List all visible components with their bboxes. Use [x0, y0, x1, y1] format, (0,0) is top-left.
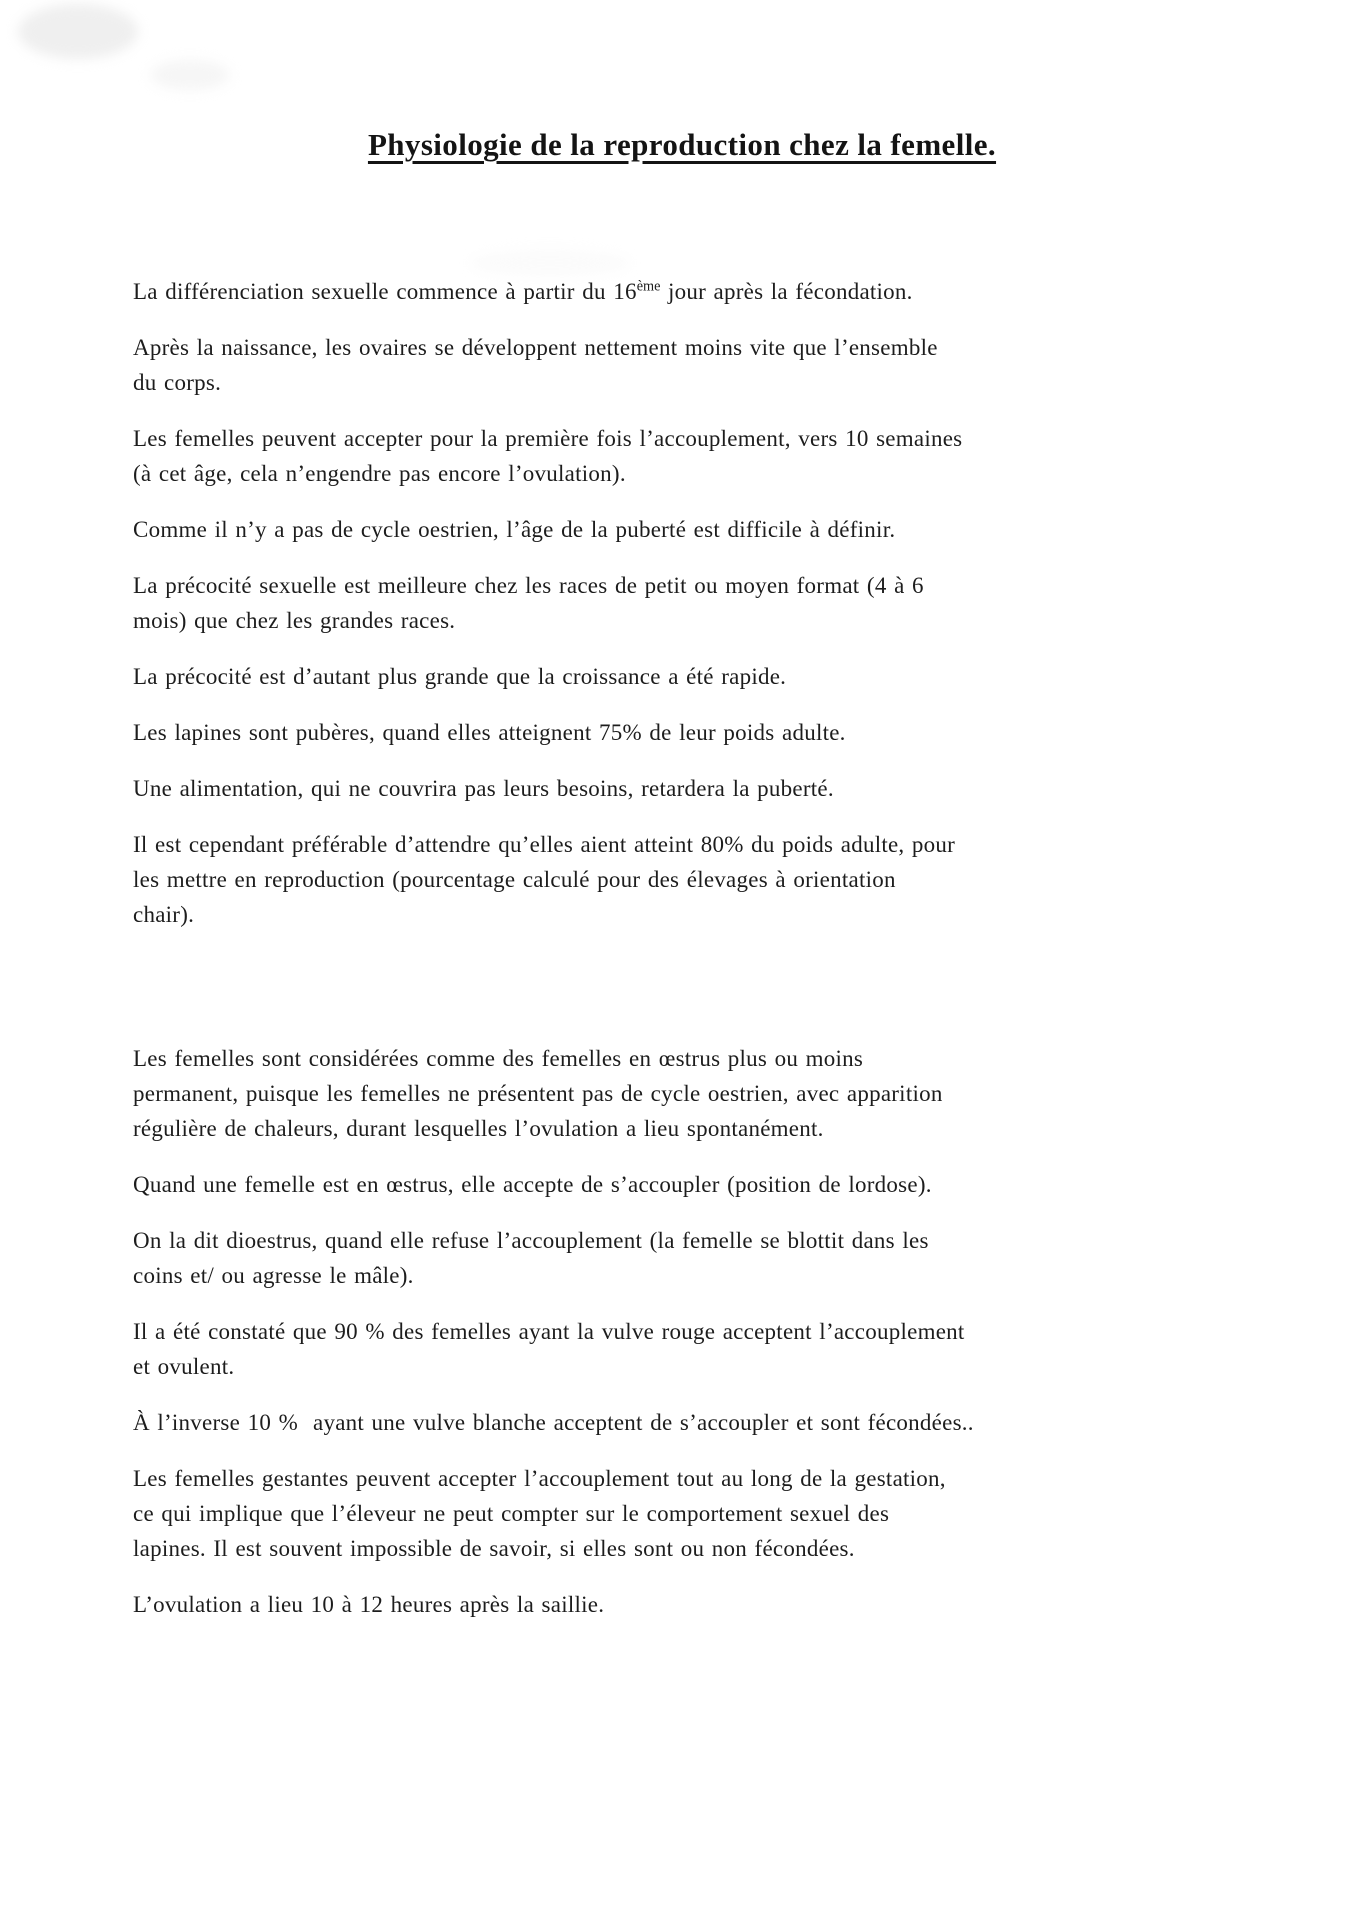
text-line: Les femelles sont considérées comme des femelles en œstrus plus ou moins	[133, 1046, 864, 1071]
text-line: lapines. Il est souvent impossible de savoir, si elles sont ou non fécondées.	[133, 1536, 855, 1561]
text-line: Les lapines sont pubères, quand elles atteignent 75% de leur poids adulte.	[133, 720, 846, 745]
text-line: Comme il n’y a pas de cycle oestrien, l’âge de la puberté est difficile à définir.	[133, 517, 896, 542]
text-segment: jour après la fécondation.	[660, 279, 913, 304]
text-line: Il est cependant préférable d’attendre qu’elles aient atteint 80% du poids adulte, pour	[133, 832, 956, 857]
text-line: du corps.	[133, 370, 222, 395]
paragraph	[133, 330, 1231, 400]
text-line: mois) que chez les grandes races.	[133, 608, 456, 633]
text-line: et ovulent.	[133, 1354, 235, 1379]
text-line: coins et/ ou agresse le mâle).	[133, 1263, 414, 1288]
paragraph	[133, 771, 1231, 806]
paragraph	[133, 715, 1231, 750]
text-line: L’ovulation a lieu 10 à 12 heures après la saillie.	[133, 1592, 605, 1617]
text-line: Une alimentation, qui ne couvrira pas leurs besoins, retardera la puberté.	[133, 776, 834, 801]
text-line: les mettre en reproduction (pourcentage calculé pour des élevages à orientation	[133, 867, 896, 892]
paragraph	[133, 827, 1231, 932]
paragraph	[133, 1461, 1231, 1566]
text-line: régulière de chaleurs, durant lesquelles l’ovulation a lieu spontanément.	[133, 1116, 824, 1141]
paragraph	[133, 1041, 1231, 1146]
superscript-ordinal: ème	[636, 278, 661, 295]
text-line: ce qui implique que l’éleveur ne peut compter sur le comportement sexuel des	[133, 1501, 890, 1526]
paragraph	[133, 512, 1231, 547]
text-line: chair).	[133, 902, 195, 927]
text-line: La précocité est d’autant plus grande que la croissance a été rapide.	[133, 664, 787, 689]
text-line: permanent, puisque les femelles ne présentent pas de cycle oestrien, avec apparition	[133, 1081, 943, 1106]
text-segment: La différenciation sexuelle commence à partir du 16	[133, 279, 637, 304]
paragraph	[133, 1223, 1231, 1293]
paragraph	[133, 421, 1231, 491]
text-line	[133, 274, 1231, 309]
paragraph	[133, 568, 1231, 638]
scan-artifact	[18, 4, 138, 59]
paragraph	[133, 1314, 1231, 1384]
text-line: Après la naissance, les ovaires se développent nettement moins vite que l’ensemble	[133, 335, 938, 360]
text-line: On la dit dioestrus, quand elle refuse l’accouplement (la femelle se blottit dans les	[133, 1228, 929, 1253]
text-line: (à cet âge, cela n’engendre pas encore l’ovulation).	[133, 461, 626, 486]
paragraph	[133, 1167, 1231, 1202]
text-column	[0, 125, 1359, 1622]
paragraph	[133, 1587, 1231, 1622]
text-line: Il a été constaté que 90 % des femelles ayant la vulve rouge acceptent l’accouplement	[133, 1319, 965, 1344]
paragraph	[133, 1405, 1231, 1440]
paragraph	[133, 659, 1231, 694]
text-line: Les femelles gestantes peuvent accepter l’accouplement tout au long de la gestation,	[133, 1466, 946, 1491]
scan-artifact	[150, 60, 230, 90]
text-line: Les femelles peuvent accepter pour la première fois l’accouplement, vers 10 semaines	[133, 426, 963, 451]
page-title: Physiologie de la reproduction chez la femelle.	[367, 127, 997, 162]
text-line: À l’inverse 10 % ayant une vulve blanche acceptent de s’accoupler et sont fécondées..	[133, 1410, 974, 1435]
paragraph	[133, 274, 1231, 309]
text-line: La précocité sexuelle est meilleure chez les races de petit ou moyen format (4 à 6	[133, 573, 924, 598]
text-line: Quand une femelle est en œstrus, elle accepte de s’accoupler (position de lordose).	[133, 1172, 932, 1197]
